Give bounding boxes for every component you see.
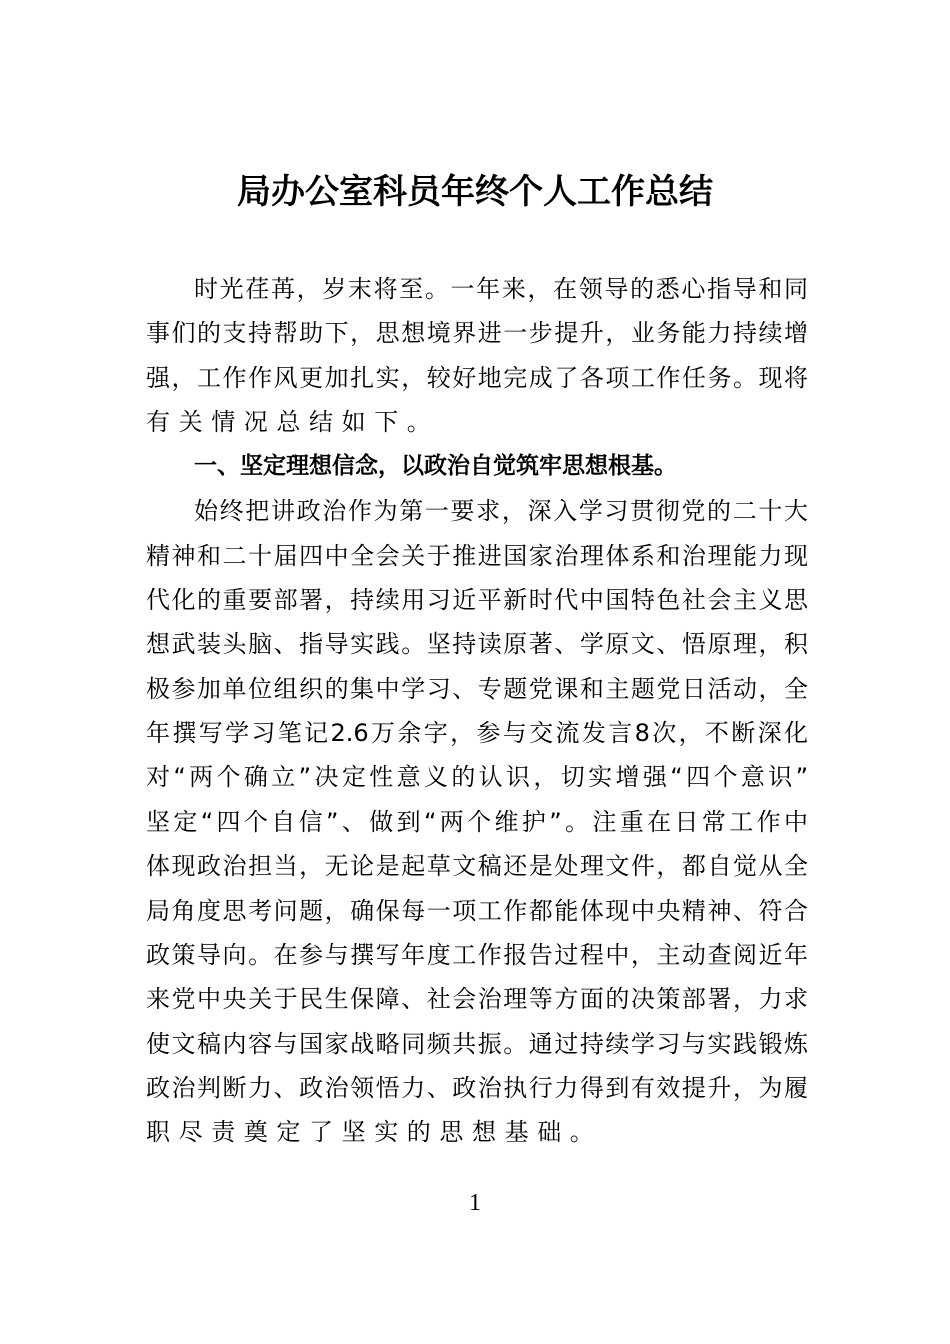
body-line: 始终把讲政治作为第一要求，深入学习贯彻党的二十大 — [194, 497, 808, 525]
body-line: 代化的重要部署，持续用习近平新时代中国特色社会主义思 — [146, 586, 808, 614]
body-line: 年撰写学习笔记2.6万余字，参与交流发言8次，不断深化 — [146, 719, 808, 747]
body-line: 体现政治担当，无论是起草文稿还是处理文件，都自觉从全 — [146, 852, 808, 880]
body-line: 使文稿内容与国家战略同频共振。通过持续学习与实践锻炼 — [146, 1030, 808, 1058]
intro-line: 强，工作作风更加扎实，较好地完成了各项工作任务。现将 — [146, 364, 808, 392]
section-heading: 一、坚定理想信念，以政治自觉筑牢思想根基。 — [194, 453, 677, 479]
intro-line: 事们的支持帮助下，思想境界进一步提升，业务能力持续增 — [146, 319, 808, 347]
body-line: 来党中央关于民生保障、社会治理等方面的决策部署，力求 — [146, 985, 808, 1013]
body-line: 局角度思考问题，确保每一项工作都能体现中央精神、符合 — [146, 897, 808, 925]
body-line: 精神和二十届四中全会关于推进国家治理体系和治理能力现 — [146, 542, 808, 570]
intro-line: 时光荏苒，岁末将至。一年来，在领导的悉心指导和同 — [194, 275, 808, 303]
body-line: 极参加单位组织的集中学习、专题党课和主题党日活动，全 — [146, 675, 808, 703]
document-title: 局办公室科员年终个人工作总结 — [237, 172, 713, 212]
body-line: 想武装头脑、指导实践。坚持读原著、学原文、悟原理，积 — [146, 630, 808, 658]
page-number: 1 — [469, 1190, 481, 1216]
body-line: 政治判断力、政治领悟力、政治执行力得到有效提升，为履 — [146, 1074, 808, 1102]
body-line: 政策导向。在参与撰写年度工作报告过程中，主动查阅近年 — [146, 941, 808, 969]
body-line: 对“两个确立”决定性意义的认识，切实增强“四个意识” — [146, 763, 808, 791]
body-line: 职尽责奠定了坚实的思想基础。 — [146, 1118, 603, 1146]
body-line: 坚定“四个自信”、做到“两个维护”。注重在日常工作中 — [146, 808, 808, 836]
intro-line: 有关情况总结如下。 — [146, 408, 440, 436]
